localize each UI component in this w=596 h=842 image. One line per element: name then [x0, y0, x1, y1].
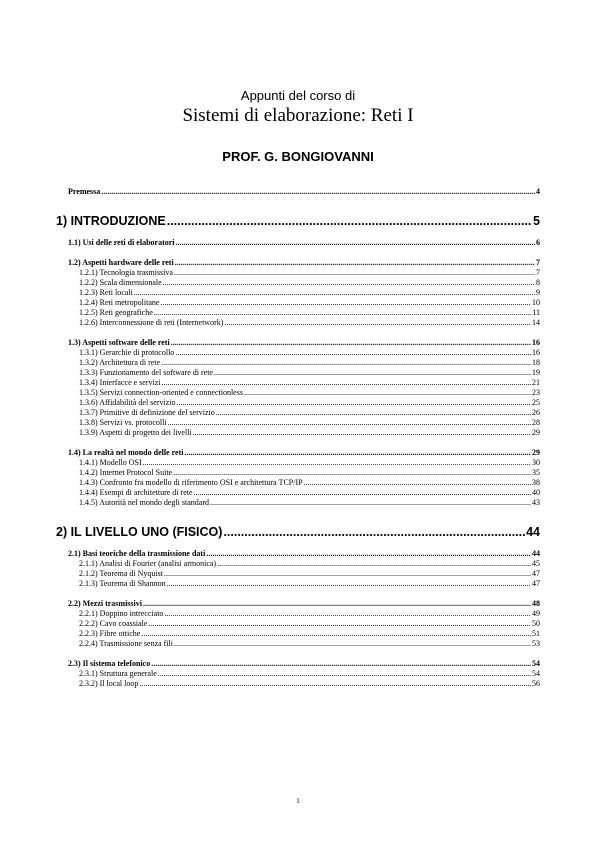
table-of-contents [56, 187, 540, 689]
toc-entry[interactable] [68, 368, 540, 378]
toc-entry-title: 2.2.2) Cavo coassiale [79, 619, 148, 628]
toc-entry-title: 2.3) Il sistema telefonico [68, 659, 151, 668]
toc-entry-page: 8 [536, 278, 540, 287]
toc-entry[interactable] [68, 478, 540, 488]
toc-entry-page: 43 [532, 498, 540, 507]
toc-entry-page: 19 [532, 368, 540, 377]
toc-entry-page: 49 [532, 609, 540, 618]
toc-entry[interactable] [68, 619, 540, 629]
toc-dot-leader [101, 187, 535, 197]
toc-entry-page: 7 [536, 258, 540, 267]
toc-dot-leader [175, 258, 535, 268]
toc-entry[interactable] [68, 378, 540, 388]
toc-entry[interactable] [68, 278, 540, 288]
toc-dot-leader [210, 498, 531, 508]
toc-entry-title: 2) IL LIVELLO UNO (FISICO) [56, 525, 223, 539]
toc-entry-page: 48 [532, 599, 540, 608]
toc-entry[interactable] [68, 238, 540, 248]
toc-entry-page: 4 [536, 187, 540, 196]
toc-entry-title: Premessa [68, 187, 101, 196]
toc-entry-page: 50 [532, 619, 540, 628]
toc-dot-leader [154, 308, 532, 318]
toc-entry-title: 2.1.1) Analisi di Fourier (analisi armonica) [79, 559, 217, 568]
toc-dot-leader [167, 214, 532, 229]
toc-entry-title: 1.4.3) Confronto fra modello di riferimento OSI e architettura TCP/IP [79, 478, 303, 487]
toc-dot-leader [158, 669, 531, 679]
toc-entry[interactable] [68, 187, 540, 197]
toc-entry-title: 1.4) La realtà nel mondo delle reti [68, 448, 184, 457]
toc-entry[interactable] [68, 308, 540, 318]
toc-entry-title: 2.1) Basi teoriche della trasmissione dati [68, 549, 206, 558]
toc-entry-title: 1.3.3) Funzionamento del software di rete [79, 368, 213, 377]
toc-entry-page: 14 [532, 318, 540, 327]
toc-entry-title: 1.3.9) Aspetti di progetto dei livelli [79, 428, 192, 437]
toc-entry[interactable] [68, 549, 540, 559]
toc-entry-page: 44 [526, 525, 540, 539]
course-title: Sistemi di elaborazione: Reti I [182, 105, 414, 126]
toc-dot-leader [244, 388, 531, 398]
toc-entry-title: 1.2.2) Scala dimensionale [79, 278, 162, 287]
toc-entry[interactable] [68, 448, 540, 458]
toc-entry-title: 2.2.4) Trasmissione senza fili [79, 639, 173, 648]
toc-entry-title: 2.2) Mezzi trasmissivi [68, 599, 142, 608]
toc-dot-leader [216, 408, 531, 418]
toc-entry-title: 2.1.3) Teorema di Shannon [79, 579, 166, 588]
toc-entry[interactable] [68, 659, 540, 669]
toc-entry-title: 1.3.6) Affidabilità del servizio [79, 398, 176, 407]
toc-entry[interactable] [68, 639, 540, 649]
author-name: PROF. G. BONGIOVANNI [222, 149, 374, 164]
toc-dot-leader [151, 659, 531, 669]
toc-dot-leader [141, 629, 531, 639]
toc-entry-title: 2.2.1) Doppino intrecciato [79, 609, 164, 618]
toc-entry[interactable] [68, 398, 540, 408]
toc-entry-title: 1.2.4) Reti metropolitane [79, 298, 160, 307]
course-subtitle: Appunti del corso di [240, 88, 356, 103]
toc-entry-title: 1.3.5) Servizi connection-oriented e connectionless [79, 388, 243, 397]
toc-entry[interactable] [68, 579, 540, 589]
toc-entry-page: 53 [532, 639, 540, 648]
toc-dot-leader [176, 238, 536, 248]
toc-dot-leader [304, 478, 531, 488]
toc-entry[interactable] [68, 629, 540, 639]
toc-entry-title: 1.3.7) Primitive di definizione del servizio [79, 408, 215, 417]
toc-entry[interactable] [68, 488, 540, 498]
toc-entry-page: 40 [532, 488, 540, 497]
toc-entry-page: 54 [532, 659, 540, 668]
toc-entry[interactable] [56, 214, 540, 229]
toc-entry-title: 1.4.2) Internet Protocol Suite [79, 468, 173, 477]
toc-dot-leader [193, 428, 531, 438]
toc-entry-title: 1.2.3) Reti locali [79, 288, 133, 297]
toc-entry-page: 47 [532, 569, 540, 578]
toc-entry-page: 25 [532, 398, 540, 407]
toc-entry-page: 44 [532, 549, 540, 558]
toc-entry[interactable] [68, 599, 540, 609]
toc-entry[interactable] [68, 679, 540, 689]
toc-dot-leader [168, 418, 531, 428]
toc-entry-title: 1.3.4) Interfacce e servizi [79, 378, 161, 387]
toc-dot-leader [164, 569, 531, 579]
toc-entry-title: 1.2.6) Interconnessione di reti (Internetwork) [79, 318, 224, 327]
toc-entry[interactable] [56, 525, 540, 540]
toc-dot-leader [162, 378, 531, 388]
toc-dot-leader [214, 368, 531, 378]
toc-entry[interactable] [68, 569, 540, 579]
toc-entry-page: 6 [536, 238, 540, 247]
toc-entry-page: 28 [532, 418, 540, 427]
toc-entry-title: 1.4.1) Modello OSI [79, 458, 142, 467]
toc-entry[interactable] [68, 559, 540, 569]
toc-entry-title: 1.3.1) Gerarchie di protocollo [79, 348, 175, 357]
toc-entry-title: 1.4.5) Autorità nel mondo degli standard [79, 498, 209, 507]
toc-entry-page: 5 [533, 214, 540, 228]
toc-dot-leader [143, 458, 531, 468]
toc-entry[interactable] [68, 418, 540, 428]
toc-entry[interactable] [68, 468, 540, 478]
toc-entry-page: 51 [532, 629, 540, 638]
toc-entry-title: 1.2.5) Reti geografiche [79, 308, 153, 317]
toc-entry-page: 56 [532, 679, 540, 688]
toc-entry[interactable] [68, 358, 540, 368]
toc-entry-page: 23 [532, 388, 540, 397]
toc-dot-leader [148, 619, 531, 629]
toc-entry[interactable] [68, 428, 540, 438]
toc-entry-page: 30 [532, 458, 540, 467]
toc-entry-page: 29 [532, 428, 540, 437]
toc-entry[interactable] [68, 268, 540, 278]
toc-entry-page: 7 [536, 268, 540, 277]
toc-entry-page: 54 [532, 669, 540, 678]
toc-dot-leader [171, 338, 531, 348]
toc-entry-page: 9 [536, 288, 540, 297]
toc-entry[interactable] [68, 498, 540, 508]
toc-entry[interactable] [68, 288, 540, 298]
toc-entry[interactable] [68, 258, 540, 268]
toc-entry[interactable] [68, 298, 540, 308]
toc-entry-title: 1.3.8) Servizi vs. protocolli [79, 418, 167, 427]
toc-dot-leader [173, 468, 531, 478]
toc-entry[interactable] [68, 348, 540, 358]
toc-entry-title: 1.4.4) Esempi di architetture di rete [79, 488, 193, 497]
toc-dot-leader [194, 488, 531, 498]
toc-dot-leader [174, 268, 535, 278]
toc-dot-leader [184, 448, 531, 458]
page-number: 1 [296, 797, 300, 805]
toc-entry-title: 1.3.2) Architettura di rete [79, 358, 161, 367]
toc-dot-leader [143, 599, 531, 609]
toc-entry-title: 2.3.2) Il local loop [79, 679, 139, 688]
toc-dot-leader [139, 679, 531, 689]
toc-entry-title: 2.3.1) Struttura generale [79, 669, 157, 678]
toc-entry-title: 1.1) Usi delle reti di elaboratori [68, 238, 175, 247]
toc-dot-leader [175, 348, 531, 358]
toc-dot-leader [206, 549, 531, 559]
toc-entry-title: 1.2.1) Tecnologia trasmissiva [79, 268, 173, 277]
toc-entry-page: 18 [532, 358, 540, 367]
toc-dot-leader [164, 609, 531, 619]
toc-dot-leader [161, 358, 531, 368]
toc-entry[interactable] [68, 609, 540, 619]
toc-entry-page: 35 [532, 468, 540, 477]
toc-entry-page: 11 [532, 308, 540, 317]
toc-dot-leader [223, 525, 525, 540]
toc-entry-page: 47 [532, 579, 540, 588]
toc-entry-title: 1) INTRODUZIONE [56, 214, 166, 228]
toc-entry-title: 2.1.2) Teorema di Nyquist [79, 569, 163, 578]
toc-dot-leader [167, 579, 531, 589]
toc-entry-page: 26 [532, 408, 540, 417]
toc-entry-page: 16 [532, 338, 540, 347]
toc-dot-leader [174, 639, 531, 649]
toc-dot-leader [134, 288, 535, 298]
toc-entry-page: 10 [532, 298, 540, 307]
toc-entry[interactable] [68, 388, 540, 398]
toc-entry[interactable] [68, 669, 540, 679]
toc-entry[interactable] [68, 318, 540, 328]
toc-entry-page: 29 [532, 448, 540, 457]
toc-dot-leader [217, 559, 531, 569]
toc-entry-page: 16 [532, 348, 540, 357]
toc-entry[interactable] [68, 408, 540, 418]
title-block [0, 88, 596, 164]
toc-entry[interactable] [68, 458, 540, 468]
toc-entry-page: 45 [532, 559, 540, 568]
toc-entry-page: 21 [532, 378, 540, 387]
toc-entry-page: 38 [532, 478, 540, 487]
toc-dot-leader [163, 278, 535, 288]
toc-dot-leader [160, 298, 531, 308]
toc-entry[interactable] [68, 338, 540, 348]
toc-dot-leader [177, 398, 532, 408]
toc-entry-title: 2.2.3) Fibre ottiche [79, 629, 141, 638]
toc-entry-title: 1.2) Aspetti hardware delle reti [68, 258, 174, 267]
toc-dot-leader [224, 318, 531, 328]
toc-entry-title: 1.3) Aspetti software delle reti [68, 338, 170, 347]
